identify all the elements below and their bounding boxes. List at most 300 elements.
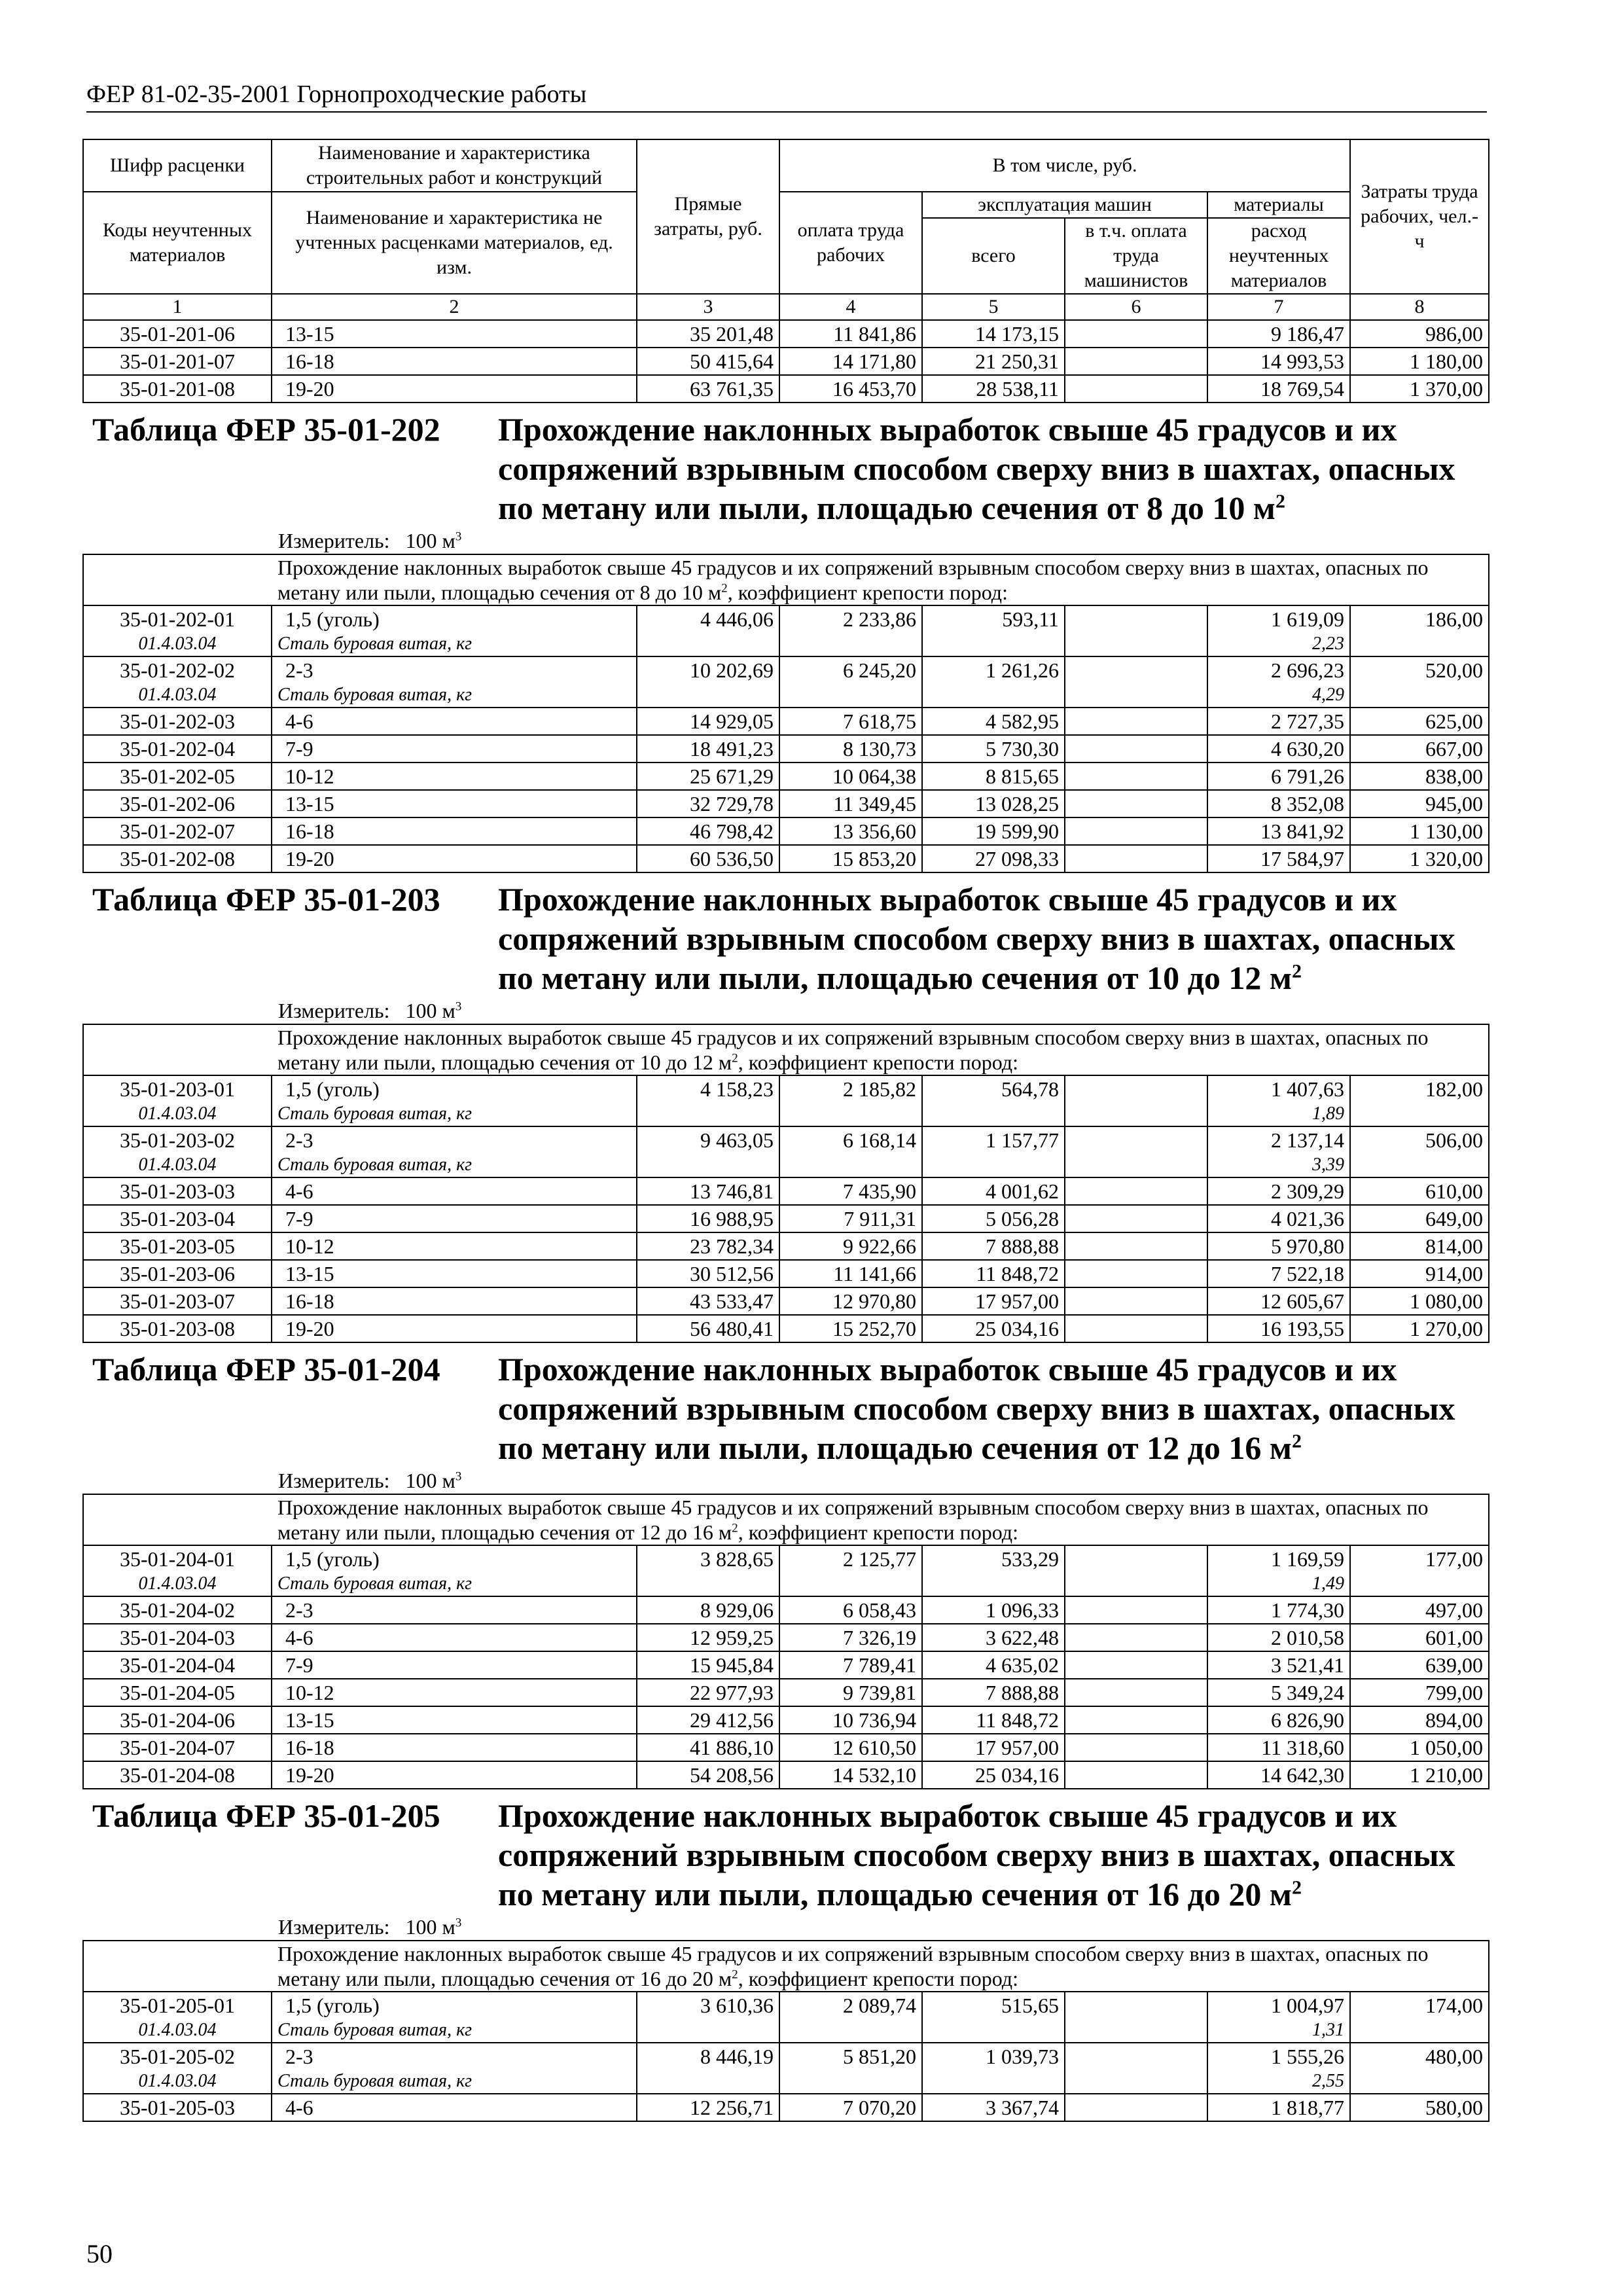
empty-cell	[637, 632, 779, 656]
col-unaccounted-names-header: Наименование и характеристика не учтенных расценками материалов, ед. изм.	[272, 192, 637, 294]
labor-pay: 7 070,20	[779, 2094, 922, 2121]
table-row	[83, 2094, 1489, 2121]
labor-hours: 480,00	[1350, 2043, 1489, 2070]
table-title	[498, 880, 1467, 997]
meter-row	[83, 997, 1489, 1024]
material-quantity: 2,23	[1207, 632, 1350, 656]
labor-hours: 1 370,00	[1350, 375, 1489, 403]
machine-labor-pay	[1065, 1126, 1207, 1153]
materials-cost: 13 841,92	[1207, 817, 1350, 845]
col-machines-pay-header: в т.ч. оплата труда машинистов	[1065, 218, 1207, 294]
materials-cost: 12 605,67	[1207, 1287, 1350, 1315]
intro-text-end: , коэффициент крепости пород:	[738, 1520, 1018, 1544]
machine-cost: 1 039,73	[922, 2043, 1065, 2070]
labor-hours: 667,00	[1350, 735, 1489, 762]
labor-hours: 186,00	[1350, 605, 1489, 632]
rate-code: 35-01-201-08	[83, 375, 272, 403]
rate-code: 35-01-204-05	[83, 1679, 272, 1706]
rate-name: 13-15	[272, 1706, 637, 1734]
rate-name: 19-20	[272, 375, 637, 403]
empty-cell	[779, 683, 922, 708]
direct-cost: 46 798,42	[637, 817, 779, 845]
labor-pay: 14 171,80	[779, 348, 922, 375]
materials-cost: 6 791,26	[1207, 762, 1350, 790]
table-label: Таблица ФЕР 35-01-205	[92, 1797, 440, 1834]
empty-cell	[637, 2070, 779, 2094]
labor-pay: 16 453,70	[779, 375, 922, 403]
rate-name: 7-9	[272, 735, 637, 762]
empty-cell	[1065, 683, 1207, 708]
meter-value: 100 м	[405, 1469, 455, 1492]
empty-cell	[1350, 632, 1489, 656]
labor-hours: 1 130,00	[1350, 817, 1489, 845]
table-row	[83, 1075, 1489, 1102]
labor-pay: 2 185,82	[779, 1075, 922, 1102]
empty-cell	[1350, 2070, 1489, 2094]
meter-label: Измеритель:	[278, 1915, 390, 1939]
materials-cost: 2 309,29	[1207, 1177, 1350, 1205]
material-quantity: 3,39	[1207, 1153, 1350, 1177]
meter-sup: 3	[455, 1916, 462, 1930]
labor-hours: 182,00	[1350, 1075, 1489, 1102]
materials-cost: 7 522,18	[1207, 1260, 1350, 1287]
empty-cell	[922, 1102, 1065, 1126]
rate-code: 35-01-203-01	[83, 1075, 272, 1102]
table-title-row	[83, 872, 1489, 997]
rate-name: 2-3	[272, 1596, 637, 1624]
direct-cost: 14 929,05	[637, 708, 779, 735]
empty-cell	[1065, 1102, 1207, 1126]
labor-pay: 10 736,94	[779, 1706, 922, 1734]
rate-name: 4-6	[272, 1177, 637, 1205]
direct-cost: 8 929,06	[637, 1596, 779, 1624]
rate-name: 1,5 (уголь)	[272, 1992, 637, 2018]
machine-labor-pay	[1065, 708, 1207, 735]
col-direct-header: Прямые затраты, руб.	[637, 139, 779, 294]
rate-name: 10-12	[272, 1679, 637, 1706]
table-row	[83, 375, 1489, 403]
direct-cost: 18 491,23	[637, 735, 779, 762]
table-row	[83, 1734, 1489, 1761]
rate-name: 16-18	[272, 817, 637, 845]
labor-pay: 6 245,20	[779, 656, 922, 683]
empty-cell	[637, 1102, 779, 1126]
material-row	[83, 1102, 1489, 1126]
labor-hours: 914,00	[1350, 1260, 1489, 1287]
machine-cost: 27 098,33	[922, 845, 1065, 872]
intro-text-end: , коэффициент крепости пород:	[727, 581, 1008, 604]
direct-cost: 32 729,78	[637, 790, 779, 817]
intro-text: Прохождение наклонных выработок свыше 45 градусов и их сопряжений взрывным способом сверху вниз в шахтах, опасных по метану или пыли, площадью сечения от 12 до 16 м	[277, 1496, 1429, 1544]
labor-pay: 11 841,86	[779, 320, 922, 348]
rate-name: 19-20	[272, 1761, 637, 1789]
table-title-row	[83, 1342, 1489, 1467]
materials-cost: 11 318,60	[1207, 1734, 1350, 1761]
material-name: Сталь буровая витая, кг	[272, 2018, 637, 2043]
empty-cell	[922, 683, 1065, 708]
table-row	[83, 1177, 1489, 1205]
labor-pay: 2 233,86	[779, 605, 922, 632]
machine-cost: 13 028,25	[922, 790, 1065, 817]
direct-cost: 63 761,35	[637, 375, 779, 403]
empty-cell	[637, 2018, 779, 2043]
material-name: Сталь буровая витая, кг	[272, 632, 637, 656]
rate-code: 35-01-202-01	[83, 605, 272, 632]
material-code: 01.4.03.04	[83, 632, 272, 656]
rate-code: 35-01-202-08	[83, 845, 272, 872]
labor-hours: 1 180,00	[1350, 348, 1489, 375]
direct-cost: 60 536,50	[637, 845, 779, 872]
col-name-header: Наименование и характеристика строительных работ и конструкций	[272, 139, 637, 192]
rate-name: 16-18	[272, 1287, 637, 1315]
labor-pay: 7 789,41	[779, 1651, 922, 1679]
rate-name: 10-12	[272, 762, 637, 790]
machine-cost: 28 538,11	[922, 375, 1065, 403]
labor-hours: 520,00	[1350, 656, 1489, 683]
col-machines-header: эксплуатация машин	[922, 192, 1207, 218]
machine-cost: 4 635,02	[922, 1651, 1065, 1679]
table-row	[83, 2043, 1489, 2070]
labor-pay: 9 922,66	[779, 1232, 922, 1260]
labor-pay: 6 058,43	[779, 1596, 922, 1624]
meter-row	[83, 528, 1489, 554]
labor-hours: 1 050,00	[1350, 1734, 1489, 1761]
machine-labor-pay	[1065, 605, 1207, 632]
materials-cost: 2 010,58	[1207, 1624, 1350, 1651]
empty-cell	[922, 632, 1065, 656]
material-code: 01.4.03.04	[83, 1153, 272, 1177]
col-incl-header: В том числе, руб.	[779, 139, 1350, 192]
table-row	[83, 1315, 1489, 1342]
empty-cell	[1350, 1572, 1489, 1596]
labor-pay: 11 349,45	[779, 790, 922, 817]
direct-cost: 4 446,06	[637, 605, 779, 632]
intro-text: Прохождение наклонных выработок свыше 45 градусов и их сопряжений взрывным способом сверху вниз в шахтах, опасных по метану или пыли, площадью сечения от 16 до 20 м	[277, 1942, 1429, 1990]
rate-name: 13-15	[272, 790, 637, 817]
rate-name: 7-9	[272, 1651, 637, 1679]
intro-sup: 2	[721, 581, 728, 596]
machine-labor-pay	[1065, 762, 1207, 790]
labor-hours: 1 320,00	[1350, 845, 1489, 872]
labor-pay: 12 970,80	[779, 1287, 922, 1315]
machine-labor-pay	[1065, 1177, 1207, 1205]
table-title-sup: 2	[1292, 960, 1302, 982]
labor-pay: 9 739,81	[779, 1679, 922, 1706]
labor-pay: 2 125,77	[779, 1545, 922, 1572]
labor-pay: 8 130,73	[779, 735, 922, 762]
labor-pay: 7 435,90	[779, 1177, 922, 1205]
table-row	[83, 1596, 1489, 1624]
col-materials-use-header: расход неучтенных материалов	[1207, 218, 1350, 294]
table-title-sup: 2	[1292, 1876, 1302, 1899]
rate-code: 35-01-202-02	[83, 656, 272, 683]
machine-labor-pay	[1065, 375, 1207, 403]
table-row	[83, 605, 1489, 632]
labor-hours: 814,00	[1350, 1232, 1489, 1260]
empty-cell	[1065, 2018, 1207, 2043]
materials-cost: 8 352,08	[1207, 790, 1350, 817]
material-name: Сталь буровая витая, кг	[272, 683, 637, 708]
empty-cell	[779, 2070, 922, 2094]
rate-code: 35-01-203-06	[83, 1260, 272, 1287]
rate-code: 35-01-204-03	[83, 1624, 272, 1651]
column-number: 3	[637, 294, 779, 320]
intro-row	[83, 1024, 1489, 1075]
table-heading	[83, 1789, 1489, 1914]
labor-hours: 838,00	[1350, 762, 1489, 790]
machine-cost: 564,78	[922, 1075, 1065, 1102]
materials-cost: 16 193,55	[1207, 1315, 1350, 1342]
rate-name: 10-12	[272, 1232, 637, 1260]
materials-cost: 14 993,53	[1207, 348, 1350, 375]
empty-cell	[779, 2018, 922, 2043]
labor-hours: 506,00	[1350, 1126, 1489, 1153]
labor-hours: 1 080,00	[1350, 1287, 1489, 1315]
material-name: Сталь буровая витая, кг	[272, 1102, 637, 1126]
labor-pay: 11 141,66	[779, 1260, 922, 1287]
machine-cost: 3 367,74	[922, 2094, 1065, 2121]
table-row	[83, 1651, 1489, 1679]
table-row	[83, 817, 1489, 845]
materials-cost: 14 642,30	[1207, 1761, 1350, 1789]
intro-text-end: , коэффициент крепости пород:	[738, 1967, 1018, 1990]
rate-name: 1,5 (уголь)	[272, 1545, 637, 1572]
labor-pay: 2 089,74	[779, 1992, 922, 2018]
table-label: Таблица ФЕР 35-01-202	[92, 411, 440, 448]
rate-name: 16-18	[272, 348, 637, 375]
material-code: 01.4.03.04	[83, 683, 272, 708]
rate-code: 35-01-204-02	[83, 1596, 272, 1624]
machine-cost: 8 815,65	[922, 762, 1065, 790]
table-row	[83, 845, 1489, 872]
labor-hours: 1 270,00	[1350, 1315, 1489, 1342]
machine-labor-pay	[1065, 2043, 1207, 2070]
materials-cost: 5 970,80	[1207, 1232, 1350, 1260]
meter-row	[83, 1467, 1489, 1494]
labor-pay: 7 618,75	[779, 708, 922, 735]
machine-labor-pay	[1065, 1205, 1207, 1232]
materials-cost: 9 186,47	[1207, 320, 1350, 348]
labor-hours: 177,00	[1350, 1545, 1489, 1572]
page-header: ФЕР 81-02-35-2001 Горнопроходческие работы	[86, 77, 1487, 113]
labor-hours: 945,00	[1350, 790, 1489, 817]
empty-cell	[1350, 1102, 1489, 1126]
rate-code: 35-01-203-07	[83, 1287, 272, 1315]
table-title-row	[83, 1789, 1489, 1914]
table-label: Таблица ФЕР 35-01-204	[92, 1351, 440, 1388]
rate-name: 4-6	[272, 708, 637, 735]
empty-cell	[922, 1572, 1065, 1596]
price-table	[82, 139, 1488, 2122]
machine-labor-pay	[1065, 1706, 1207, 1734]
rate-code: 35-01-203-03	[83, 1177, 272, 1205]
machine-labor-pay	[1065, 348, 1207, 375]
column-number: 2	[272, 294, 637, 320]
empty-cell	[779, 632, 922, 656]
col-unaccounted-codes-header: Коды неучтенных материалов	[83, 192, 272, 294]
empty-cell	[922, 2018, 1065, 2043]
intro-text: Прохождение наклонных выработок свыше 45 градусов и их сопряжений взрывным способом сверху вниз в шахтах, опасных по метану или пыли, площадью сечения от 8 до 10 м	[277, 556, 1429, 604]
table-row	[83, 735, 1489, 762]
material-row	[83, 2070, 1489, 2094]
labor-hours: 799,00	[1350, 1679, 1489, 1706]
material-row	[83, 1153, 1489, 1177]
materials-cost: 2 727,35	[1207, 708, 1350, 735]
machine-labor-pay	[1065, 1545, 1207, 1572]
rate-code: 35-01-202-04	[83, 735, 272, 762]
intro-row	[83, 1494, 1489, 1545]
table-row	[83, 1232, 1489, 1260]
labor-pay: 12 610,50	[779, 1734, 922, 1761]
rate-code: 35-01-202-03	[83, 708, 272, 735]
machine-cost: 7 888,88	[922, 1232, 1065, 1260]
rate-name: 1,5 (уголь)	[272, 1075, 637, 1102]
meter-label: Измеритель:	[278, 999, 390, 1022]
machine-cost: 4 001,62	[922, 1177, 1065, 1205]
rate-name: 13-15	[272, 1260, 637, 1287]
table-row	[83, 656, 1489, 683]
meter-sup: 3	[455, 529, 462, 544]
direct-cost: 43 533,47	[637, 1287, 779, 1315]
table-heading	[83, 1343, 1489, 1467]
direct-cost: 56 480,41	[637, 1315, 779, 1342]
rate-name: 2-3	[272, 2043, 637, 2070]
page-number: 50	[86, 2239, 113, 2269]
machine-labor-pay	[1065, 1315, 1207, 1342]
rate-code: 35-01-203-05	[83, 1232, 272, 1260]
materials-cost: 6 826,90	[1207, 1706, 1350, 1734]
machine-cost: 593,11	[922, 605, 1065, 632]
material-row	[83, 683, 1489, 708]
empty-cell	[1065, 2070, 1207, 2094]
table-title-row	[83, 403, 1489, 528]
machine-labor-pay	[1065, 1679, 1207, 1706]
labor-hours: 601,00	[1350, 1624, 1489, 1651]
empty-cell	[922, 2070, 1065, 2094]
labor-pay: 6 168,14	[779, 1126, 922, 1153]
rate-code: 35-01-204-04	[83, 1651, 272, 1679]
machine-cost: 14 173,15	[922, 320, 1065, 348]
labor-pay: 13 356,60	[779, 817, 922, 845]
intro-row	[83, 554, 1489, 605]
table-row	[83, 762, 1489, 790]
machine-labor-pay	[1065, 656, 1207, 683]
machine-labor-pay	[1065, 1992, 1207, 2018]
meter-value: 100 м	[405, 529, 455, 552]
col-materials-header: материалы	[1207, 192, 1350, 218]
materials-cost: 1 004,97	[1207, 1992, 1350, 2018]
direct-cost: 29 412,56	[637, 1706, 779, 1734]
col-machines-total-header: всего	[922, 218, 1065, 294]
machine-cost: 5 730,30	[922, 735, 1065, 762]
intro-sup: 2	[732, 1967, 738, 1982]
empty-cell	[1350, 2018, 1489, 2043]
machine-cost: 25 034,16	[922, 1761, 1065, 1789]
machine-cost: 11 848,72	[922, 1260, 1065, 1287]
direct-cost: 13 746,81	[637, 1177, 779, 1205]
intro-sup: 2	[732, 1521, 738, 1535]
material-quantity: 1,31	[1207, 2018, 1350, 2043]
materials-cost: 1 774,30	[1207, 1596, 1350, 1624]
rate-name: 1,5 (уголь)	[272, 605, 637, 632]
table-row	[83, 708, 1489, 735]
rate-code: 35-01-201-07	[83, 348, 272, 375]
machine-labor-pay	[1065, 1075, 1207, 1102]
labor-hours: 894,00	[1350, 1706, 1489, 1734]
labor-pay: 5 851,20	[779, 2043, 922, 2070]
materials-cost: 4 630,20	[1207, 735, 1350, 762]
materials-cost: 1 407,63	[1207, 1075, 1350, 1102]
intro-row	[83, 1941, 1489, 1992]
empty-cell	[637, 1572, 779, 1596]
machine-cost: 533,29	[922, 1545, 1065, 1572]
material-code: 01.4.03.04	[83, 1102, 272, 1126]
labor-pay: 10 064,38	[779, 762, 922, 790]
labor-pay: 14 532,10	[779, 1761, 922, 1789]
direct-cost: 50 415,64	[637, 348, 779, 375]
empty-cell	[1065, 1153, 1207, 1177]
column-number: 8	[1350, 294, 1489, 320]
intro-sup: 2	[732, 1051, 738, 1066]
rate-name: 19-20	[272, 1315, 637, 1342]
machine-labor-pay	[1065, 1624, 1207, 1651]
direct-cost: 35 201,48	[637, 320, 779, 348]
material-name: Сталь буровая витая, кг	[272, 1572, 637, 1596]
machine-cost: 3 622,48	[922, 1624, 1065, 1651]
materials-cost: 1 169,59	[1207, 1545, 1350, 1572]
rate-code: 35-01-201-06	[83, 320, 272, 348]
materials-cost: 5 349,24	[1207, 1679, 1350, 1706]
empty-cell	[779, 1572, 922, 1596]
labor-pay: 7 326,19	[779, 1624, 922, 1651]
meter-value: 100 м	[405, 1915, 455, 1939]
labor-hours: 639,00	[1350, 1651, 1489, 1679]
rate-code: 35-01-204-06	[83, 1706, 272, 1734]
labor-hours: 649,00	[1350, 1205, 1489, 1232]
machine-labor-pay	[1065, 817, 1207, 845]
column-number: 5	[922, 294, 1065, 320]
labor-hours: 497,00	[1350, 1596, 1489, 1624]
empty-cell	[1065, 632, 1207, 656]
table-row	[83, 1205, 1489, 1232]
machine-cost: 7 888,88	[922, 1679, 1065, 1706]
col-labor-header: Затраты труда рабочих, чел.-ч	[1350, 139, 1489, 294]
direct-cost: 22 977,93	[637, 1679, 779, 1706]
empty-cell	[779, 1102, 922, 1126]
col-code-header: Шифр расценки	[83, 139, 272, 192]
machine-labor-pay	[1065, 1596, 1207, 1624]
table-row	[83, 320, 1489, 348]
rate-code: 35-01-203-04	[83, 1205, 272, 1232]
meter-sup: 3	[455, 1469, 462, 1484]
rate-code: 35-01-204-07	[83, 1734, 272, 1761]
column-number: 7	[1207, 294, 1350, 320]
materials-cost: 1 619,09	[1207, 605, 1350, 632]
material-code: 01.4.03.04	[83, 2018, 272, 2043]
empty-cell	[637, 683, 779, 708]
direct-cost: 23 782,34	[637, 1232, 779, 1260]
meter-label: Измеритель:	[278, 529, 390, 552]
machine-cost: 1 261,26	[922, 656, 1065, 683]
rate-code: 35-01-204-01	[83, 1545, 272, 1572]
machine-labor-pay	[1065, 735, 1207, 762]
machine-cost: 17 957,00	[922, 1287, 1065, 1315]
labor-pay: 15 252,70	[779, 1315, 922, 1342]
material-quantity: 4,29	[1207, 683, 1350, 708]
table-row	[83, 1260, 1489, 1287]
machine-cost: 11 848,72	[922, 1706, 1065, 1734]
materials-cost: 1 555,26	[1207, 2043, 1350, 2070]
